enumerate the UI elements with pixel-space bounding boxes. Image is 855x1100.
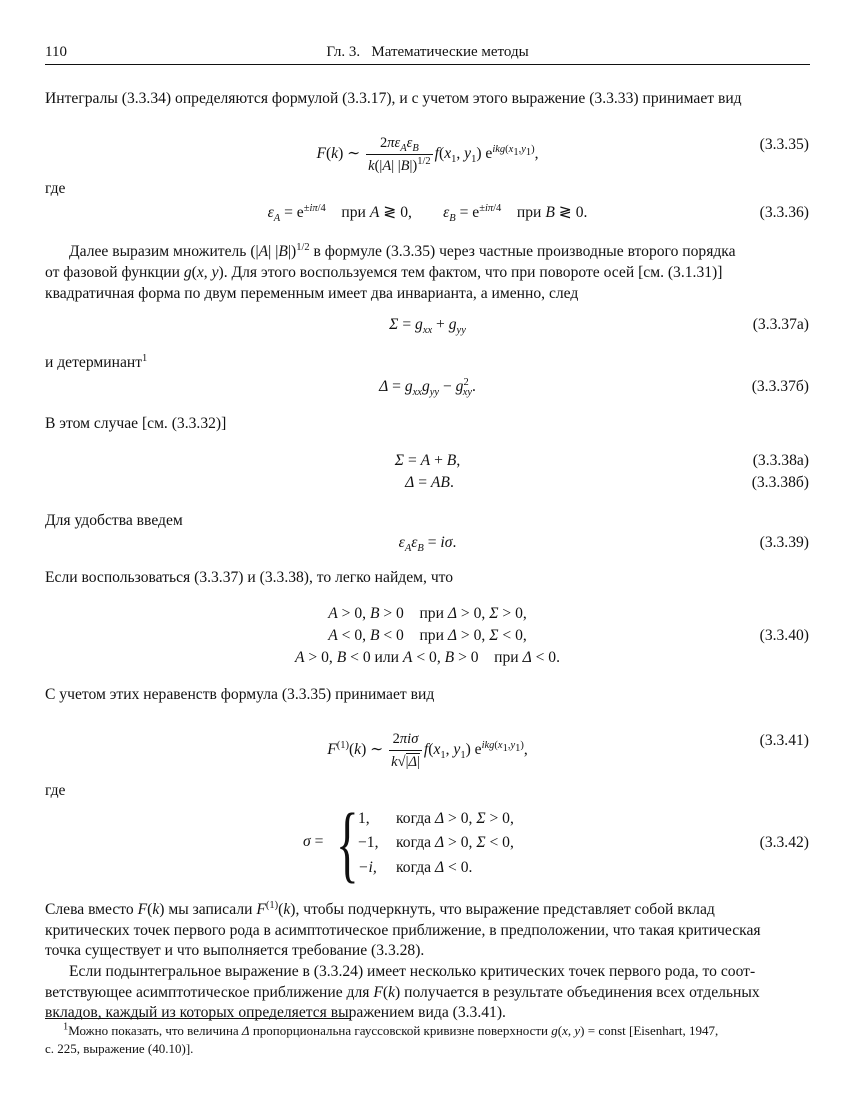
word-gde: где: [45, 782, 66, 799]
paragraph-if-line-2: ветствующее асимптотическое приближение для F(k) получается в результате объединения всех отдельных: [45, 984, 760, 1001]
paragraph-case: В этом случае [см. (3.3.32)]: [45, 415, 227, 432]
equation-3-3-38b: [0, 472, 855, 502]
equation-3-3-40: [0, 603, 855, 671]
word-gde: где: [45, 180, 66, 197]
equation-body: $\varepsilon_A = e^{\pm i\pi/4}$ при A ≷ 0, $\varepsilon_B = e^{\pm i\pi/4}$ при B ≷ 0.: [267, 202, 588, 225]
page-header: [45, 44, 810, 65]
cond-word: при: [516, 204, 542, 221]
equation-body: Σ = A + B,: [394, 452, 461, 469]
equation-number: (3.3.37б): [751, 378, 809, 395]
paragraph-inequalities: С учетом этих неравенств формула (3.3.35) принимает вид: [45, 686, 435, 703]
footnote-line-2: с. 225, выражение (40.10)].: [45, 1041, 194, 1056]
paragraph-determinant: и детерминант$^1$: [45, 352, 148, 371]
equation-3-3-35: [0, 126, 855, 174]
equation-number: (3.3.36): [759, 204, 809, 221]
equation-row-2: A < 0, B < 0 при Δ > 0, Σ < 0,: [328, 627, 527, 644]
paragraph-daleye-line-2: от фазовой функции g(x, y). Для этого воспользуемся тем фактом, что при повороте осей [см. (3.1.31)]: [45, 264, 723, 281]
equation-number: (3.3.38а): [752, 452, 809, 469]
equation-body: $\Sigma = g_{xx} + g_{yy}$: [389, 316, 466, 337]
equation-3-3-42: [0, 795, 855, 891]
paragraph-convenience: Для удобства введем: [45, 512, 183, 529]
footnote-mark: 1: [142, 352, 148, 364]
paragraph-daleye-line-3: квадратичная форма по двум переменным имеет два инварианта, а именно, след: [45, 285, 579, 302]
equation-3-3-39: [0, 532, 855, 562]
fraction: $\frac{2\pi\varepsilon_A\varepsilon_B}{k(|A| |B|)^{1/2}}$: [368, 135, 431, 174]
paragraph-left-line-2: критических точек первого рода в асимптотическое приближение, в предположении, что такая критическая: [45, 922, 761, 939]
equation-number: (3.3.42): [759, 834, 809, 851]
cond-word: при: [341, 204, 366, 221]
footnote-rule: [45, 1018, 350, 1019]
page-number: 110: [45, 44, 67, 60]
sigma-equals: σ =: [303, 833, 324, 850]
case-1: 1, когда Δ > 0, Σ > 0,: [358, 810, 514, 827]
equation-3-3-41: [0, 720, 855, 768]
equation-number: (3.3.37а): [752, 316, 809, 333]
paragraph-left-line-3: точка существует и что выполняется требование (3.3.28).: [45, 942, 425, 959]
equation-number: (3.3.39): [759, 534, 809, 551]
equation-row-1: A > 0, B > 0 при Δ > 0, Σ > 0,: [328, 605, 527, 622]
paragraph-daleye-line-1: Далее выразим множитель (|A| |B|)$^{1/2}$ в формуле (3.3.35) через частные производные второго порядка: [69, 241, 736, 260]
paragraph-if-line-3: вкладов, каждый из которых определяется выражением вида (3.3.41).: [45, 1004, 506, 1021]
equation-body: $F^{(1)}(k)$ ∼ $\frac{\text{2πiσ}}{k√|\Delta|}$ $f(x_1$, $y_1$) $e^{ikg(x_1,y_1)}$,: [327, 731, 528, 770]
equation-number: (3.3.35): [759, 136, 809, 153]
equation-body: $\Delta = g_{xx}g_{yy} - g^2_{xy}$.: [379, 376, 476, 399]
equation-row-3: A > 0, B < 0 или A < 0, B > 0 при Δ < 0.: [294, 649, 561, 666]
equation-3-3-36: [0, 200, 855, 230]
paragraph-left-line-1: Слева вместо F(k) мы записали $F^{(1)}(k)$, чтобы подчеркнуть, что выражение представляет собой вклад: [45, 899, 715, 918]
case-3: −i, когда Δ < 0.: [358, 859, 473, 876]
paragraph-use: Если воспользоваться (3.3.37) и (3.3.38), то легко найдем, что: [45, 569, 454, 586]
equation-number: (3.3.38б): [751, 474, 809, 491]
paragraph-intro: Интегралы (3.3.34) определяются формулой (3.3.17), и с учетом этого выражение (3.3.33) принимает вид: [45, 90, 742, 107]
equation-3-3-37b: [0, 374, 855, 404]
equation-3-3-37a: [0, 314, 855, 344]
equation-number: (3.3.40): [759, 627, 809, 644]
case-2: −1, когда Δ > 0, Σ < 0,: [358, 834, 514, 851]
fraction: $\frac{\text{2πiσ}}{k√|\Delta|}$: [391, 731, 420, 770]
footnote-line-1: $^1$Можно показать, что величина Δ пропорциональна гауссовской кривизне поверхности g(x, y) = const [Eisenhart, 1947,: [63, 1021, 719, 1038]
paragraph-if-line-1: Если подынтегральное выражение в (3.3.24) имеет несколько критических точек первого рода, то соот-: [69, 963, 756, 980]
running-title: Гл. 3. Математические методы: [326, 44, 529, 60]
equation-body: $\varepsilon_A\varepsilon_B = i\sigma$.: [398, 534, 457, 555]
equation-body: Δ = AB.: [405, 474, 454, 491]
equation-number: (3.3.41): [759, 732, 809, 749]
left-brace: {: [336, 795, 359, 891]
equation-body: F(k) ∼ $\frac{2\pi\varepsilon_A\varepsilon_B}{k(|A| |B|)^{1/2}}$ $f(x_1$, $y_1$) $e^{ikg(x_1,y_1)}$,: [316, 135, 539, 174]
